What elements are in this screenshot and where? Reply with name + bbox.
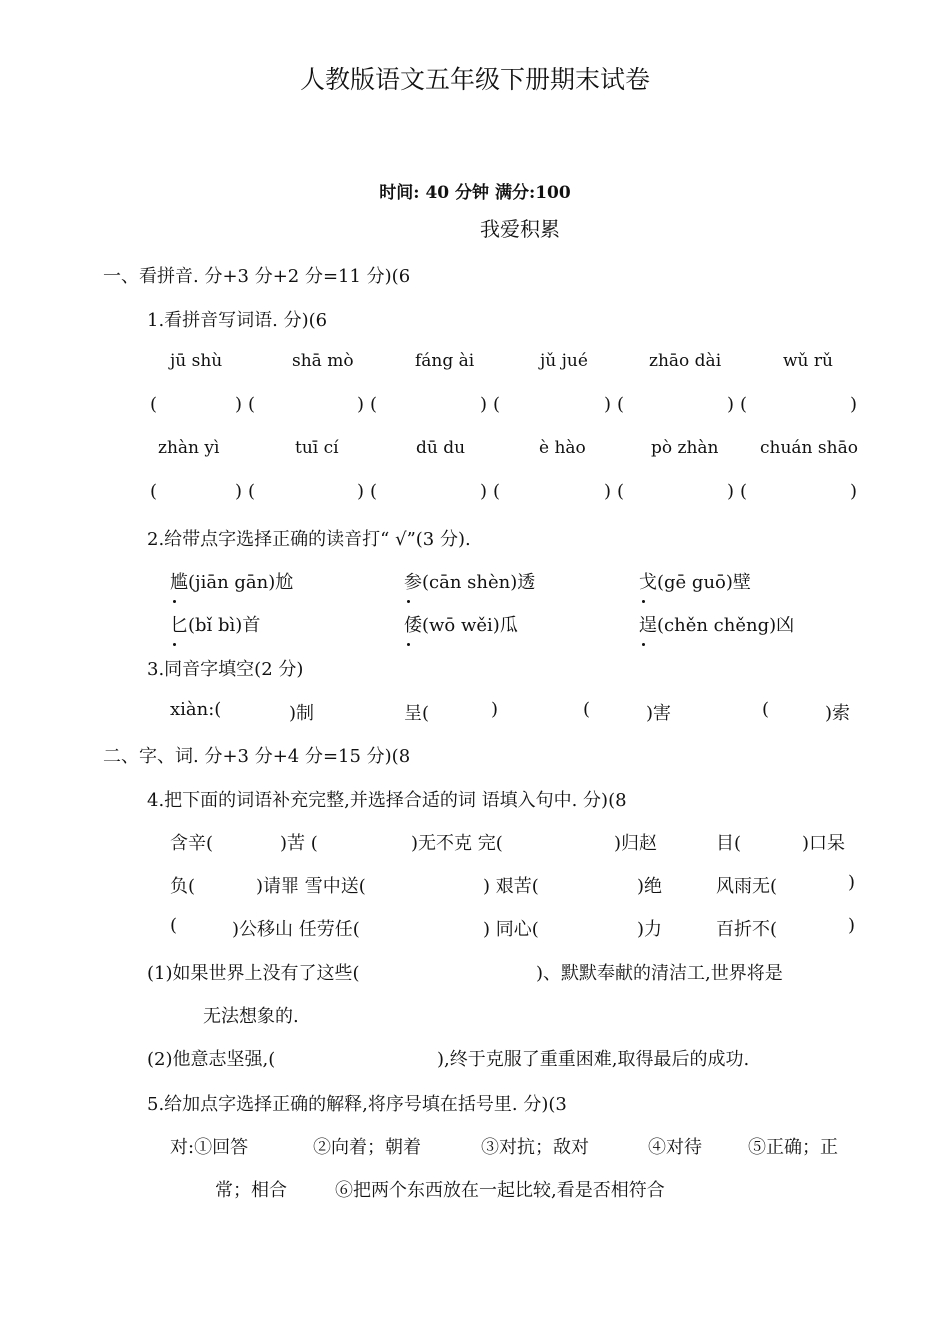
pronunciation-choice: (chěn chěng)凶	[657, 615, 795, 636]
definition-option: ④对待	[648, 1137, 702, 1158]
sentence-1: )、默默奉献的清洁工,世界将是	[536, 963, 783, 984]
pronunciation-choice: (bǐ bì)首	[188, 615, 261, 636]
part1-heading: 一、看拼音. 分+3 分+2 分=11 分)(6	[103, 266, 411, 287]
pinyin-6: wǔ rǔ	[783, 351, 833, 371]
definition-option: ⑤正确；正	[748, 1137, 838, 1158]
pronunciation-item	[170, 568, 293, 594]
definition-option: 对:①回答	[170, 1137, 249, 1158]
answer-blank-close: )	[850, 481, 858, 502]
pinyin-2: shā mò	[292, 351, 354, 371]
idiom-part: )	[848, 915, 856, 936]
answer-blank-open: (	[617, 394, 625, 415]
idiom-part: 目(	[716, 833, 742, 854]
answer-blank-close: )	[357, 481, 365, 502]
pronunciation-item	[170, 611, 260, 637]
idiom-part: )公移山 任劳任(	[232, 919, 360, 940]
answer-blank-close: )	[357, 394, 365, 415]
page-title: 人教版语文五年级下册期末试卷	[299, 65, 650, 94]
exam-meta: 时间: 40 分钟 满分:100	[379, 183, 571, 203]
sentence-1: 无法想象的.	[203, 1006, 299, 1027]
answer-blank-close: )	[480, 481, 488, 502]
definition-option: 常；相合	[215, 1180, 287, 1201]
homophone-part: )制	[289, 703, 315, 724]
pinyin-1: jū shù	[170, 351, 223, 371]
homophone-part: (	[583, 699, 591, 720]
idiom-part: 负(	[170, 876, 196, 897]
answer-blank-open: (	[370, 394, 378, 415]
pinyin-8: tuī cí	[295, 438, 339, 458]
idiom-part: )苦 (	[280, 833, 318, 854]
dotted-char: 匕	[170, 615, 188, 636]
idiom-part: ) 同心(	[483, 919, 539, 940]
sentence-1: (1)如果世界上没有了这些(	[147, 963, 360, 984]
answer-blank-open: (	[150, 394, 158, 415]
dotted-char: 倭	[404, 615, 422, 636]
answer-blank-open: (	[248, 394, 256, 415]
answer-blank-close: )	[727, 481, 735, 502]
idiom-part: )绝	[637, 876, 663, 897]
definition-option: ⑥把两个东西放在一起比较,看是否相符合	[335, 1180, 665, 1201]
q1-label: 1.看拼音写词语. 分)(6	[147, 310, 328, 331]
pinyin-7: zhàn yì	[158, 438, 220, 458]
dotted-char: 戈	[639, 572, 657, 593]
answer-blank-close: )	[480, 394, 488, 415]
answer-blank-close: )	[235, 481, 243, 502]
q3-label: 3.同音字填空(2 分)	[147, 659, 304, 680]
part2-heading: 二、字、词. 分+3 分+4 分=15 分)(8	[103, 746, 411, 767]
dotted-char: 参	[404, 572, 422, 593]
idiom-part: )口呆	[802, 833, 846, 854]
answer-blank-close: )	[727, 394, 735, 415]
answer-blank-close: )	[604, 394, 612, 415]
sentence-2: ),终于克服了重重困难,取得最后的成功.	[437, 1049, 750, 1070]
sentence-2: (2)他意志坚强,(	[147, 1049, 276, 1070]
pronunciation-item	[639, 568, 751, 594]
homophone-part: (	[762, 699, 770, 720]
answer-blank-open: (	[617, 481, 625, 502]
q5-label: 5.给加点字选择正确的解释,将序号填在括号里. 分)(3	[147, 1094, 567, 1115]
section-title: 我爱积累	[480, 217, 560, 241]
answer-blank-open: (	[740, 394, 748, 415]
q2-label: 2.给带点字选择正确的读音打“ √”(3 分).	[147, 529, 471, 550]
definition-option: ②向着；朝着	[313, 1137, 421, 1158]
answer-blank-open: (	[150, 481, 158, 502]
idiom-part: (	[170, 915, 178, 936]
pinyin-9: dū du	[416, 438, 466, 458]
pinyin-5: zhāo dài	[649, 351, 722, 371]
idiom-part: )力	[637, 919, 663, 940]
pinyin-11: pò zhàn	[651, 438, 719, 458]
homophone-part: )索	[825, 703, 851, 724]
answer-blank-open: (	[370, 481, 378, 502]
answer-blank-close: )	[850, 394, 858, 415]
pronunciation-item	[639, 611, 794, 637]
idiom-part: 百折不(	[716, 919, 778, 940]
homophone-part: )	[491, 699, 499, 720]
pinyin-4: jǔ jué	[540, 351, 588, 371]
idiom-part: ) 艰苦(	[483, 876, 539, 897]
homophone-part: )害	[646, 703, 672, 724]
homophone-part: 呈(	[404, 703, 430, 724]
pronunciation-choice: (cān shèn)透	[422, 572, 536, 593]
answer-blank-close: )	[604, 481, 612, 502]
answer-blank-open: (	[493, 481, 501, 502]
answer-blank-close: )	[235, 394, 243, 415]
pinyin-10: è hào	[539, 438, 586, 458]
pronunciation-choice: (jiān gān)尬	[188, 572, 294, 593]
homophone-part: xiàn:(	[170, 699, 222, 720]
dotted-char: 尴	[170, 572, 188, 593]
definition-option: ③对抗；敌对	[481, 1137, 589, 1158]
answer-blank-open: (	[740, 481, 748, 502]
pronunciation-choice: (wō wěi)瓜	[422, 615, 518, 636]
answer-blank-open: (	[248, 481, 256, 502]
idiom-part: )无不克 完(	[411, 833, 503, 854]
pinyin-12: chuán shāo	[760, 438, 858, 458]
q4-label: 4.把下面的词语补充完整,并选择合适的词 语填入句中. 分)(8	[147, 790, 627, 811]
pronunciation-item	[404, 611, 518, 637]
idiom-part: )请罪 雪中送(	[256, 876, 366, 897]
pronunciation-choice: (gē guō)壁	[657, 572, 751, 593]
idiom-part: )	[848, 872, 856, 893]
idiom-part: )归赵	[614, 833, 658, 854]
answer-blank-open: (	[493, 394, 501, 415]
dotted-char: 逞	[639, 615, 657, 636]
idiom-part: 风雨无(	[716, 876, 778, 897]
pronunciation-item	[404, 568, 535, 594]
idiom-part: 含辛(	[170, 833, 214, 854]
pinyin-3: fáng ài	[415, 351, 475, 371]
